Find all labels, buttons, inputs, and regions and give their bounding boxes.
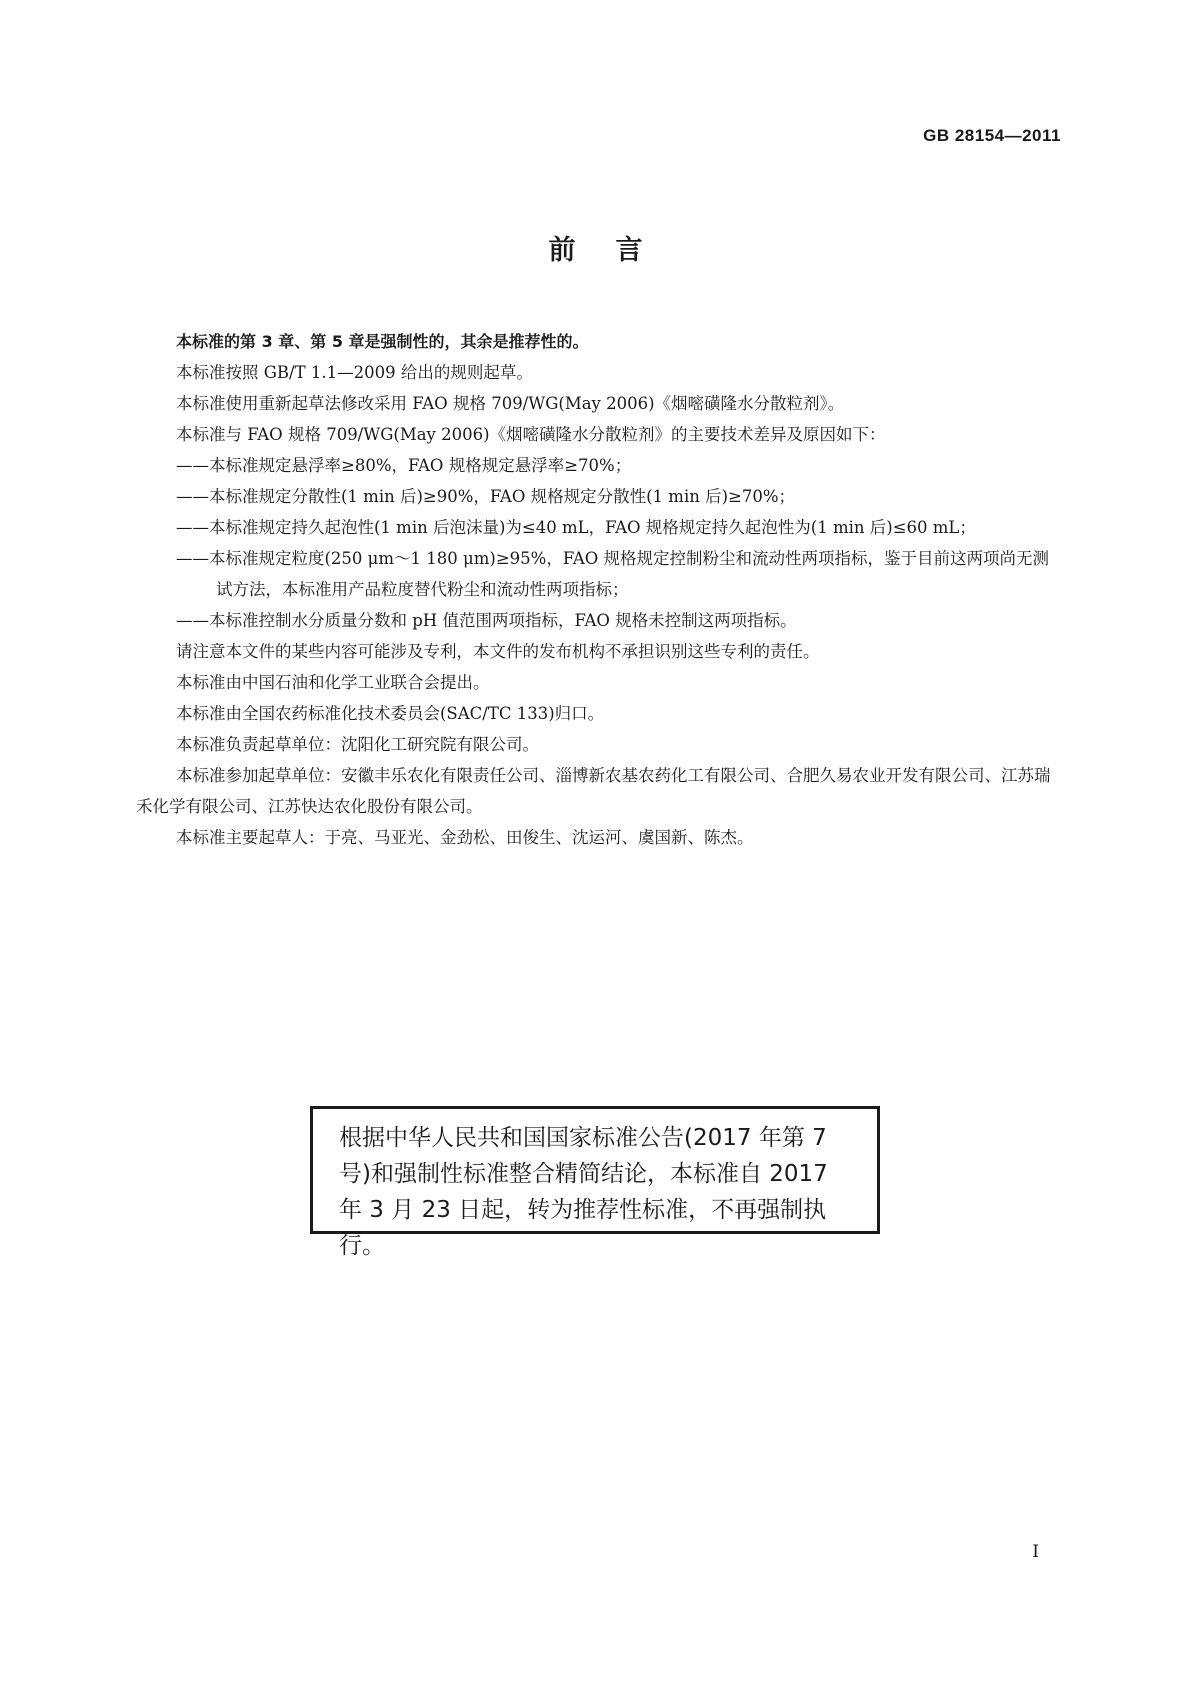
difference-item: ——本标准规定分散性(1 min 后)≥90%，FAO 规格规定分散性(1 min 后)≥70%； xyxy=(176,487,796,506)
adoption-method-paragraph: 本标准使用重新起草法修改采用 FAO 规格 709/WG(May 2006)《烟嘧磺隆水分散粒剂》。 xyxy=(176,394,845,413)
status-change-notice-box xyxy=(310,1106,880,1259)
difference-item: ——本标准规定悬浮率≥80%，FAO 规格规定悬浮率≥70%； xyxy=(176,456,632,475)
lead-drafter-paragraph: 本标准负责起草单位：沈阳化工研究院有限公司。 xyxy=(176,735,539,754)
main-drafters-paragraph: 本标准主要起草人：于亮、马亚光、金劲松、田俊生、沈运河、虞国新、陈杰。 xyxy=(176,828,754,847)
difference-item: ——本标准规定持久起泡性(1 min 后泡沫量)为≤40 mL，FAO 规格规定持久起泡性为(1 min 后)≤60 mL； xyxy=(176,518,976,537)
foreword-body xyxy=(136,326,1061,853)
difference-item: ——本标准控制水分质量分数和 pH 值范围两项指标，FAO 规格未控制这两项指标。 xyxy=(176,611,797,630)
standard-number: GB 28154—2011 xyxy=(923,126,1061,145)
proposer-paragraph: 本标准由中国石油和化学工业联合会提出。 xyxy=(176,673,490,692)
mandatory-chapters-statement: 本标准的第 3 章、第 5 章是强制性的，其余是推荐性的。 xyxy=(176,332,589,351)
page-title: 前言 xyxy=(548,235,683,266)
status-change-notice-text: 根据中华人民共和国国家标准公告(2017 年第 7 号)和强制性标准整合精简结论，本标准自 2017 年 3 月 23 日起，转为推荐性标准，不再强制执行。 xyxy=(339,1125,828,1259)
page-number: I xyxy=(1032,1542,1039,1562)
difference-item: ——本标准规定粒度(250 μm～1 180 μm)≥95%，FAO 规格规定控制粉尘和流动性两项指标，鉴于目前这两项尚无测试方法，本标准用产品粒度替代粉尘和流动性两项指标； xyxy=(176,549,1050,599)
drafting-rules-paragraph: 本标准按照 GB/T 1.1—2009 给出的规则起草。 xyxy=(176,363,533,382)
committee-paragraph: 本标准由全国农药标准化技术委员会(SAC/TC 133)归口。 xyxy=(176,704,605,723)
differences-intro-paragraph: 本标准与 FAO 规格 709/WG(May 2006)《烟嘧磺隆水分散粒剂》的主要技术差异及原因如下： xyxy=(176,425,886,444)
participating-drafters-paragraph: 本标准参加起草单位：安徽丰乐农化有限责任公司、淄博新农基农药化工有限公司、合肥久易农业开发有限公司、江苏瑞禾化学有限公司、江苏快达农化股份有限公司。 xyxy=(136,766,1051,816)
patent-notice-paragraph: 请注意本文件的某些内容可能涉及专利，本文件的发布机构不承担识别这些专利的责任。 xyxy=(176,642,820,661)
